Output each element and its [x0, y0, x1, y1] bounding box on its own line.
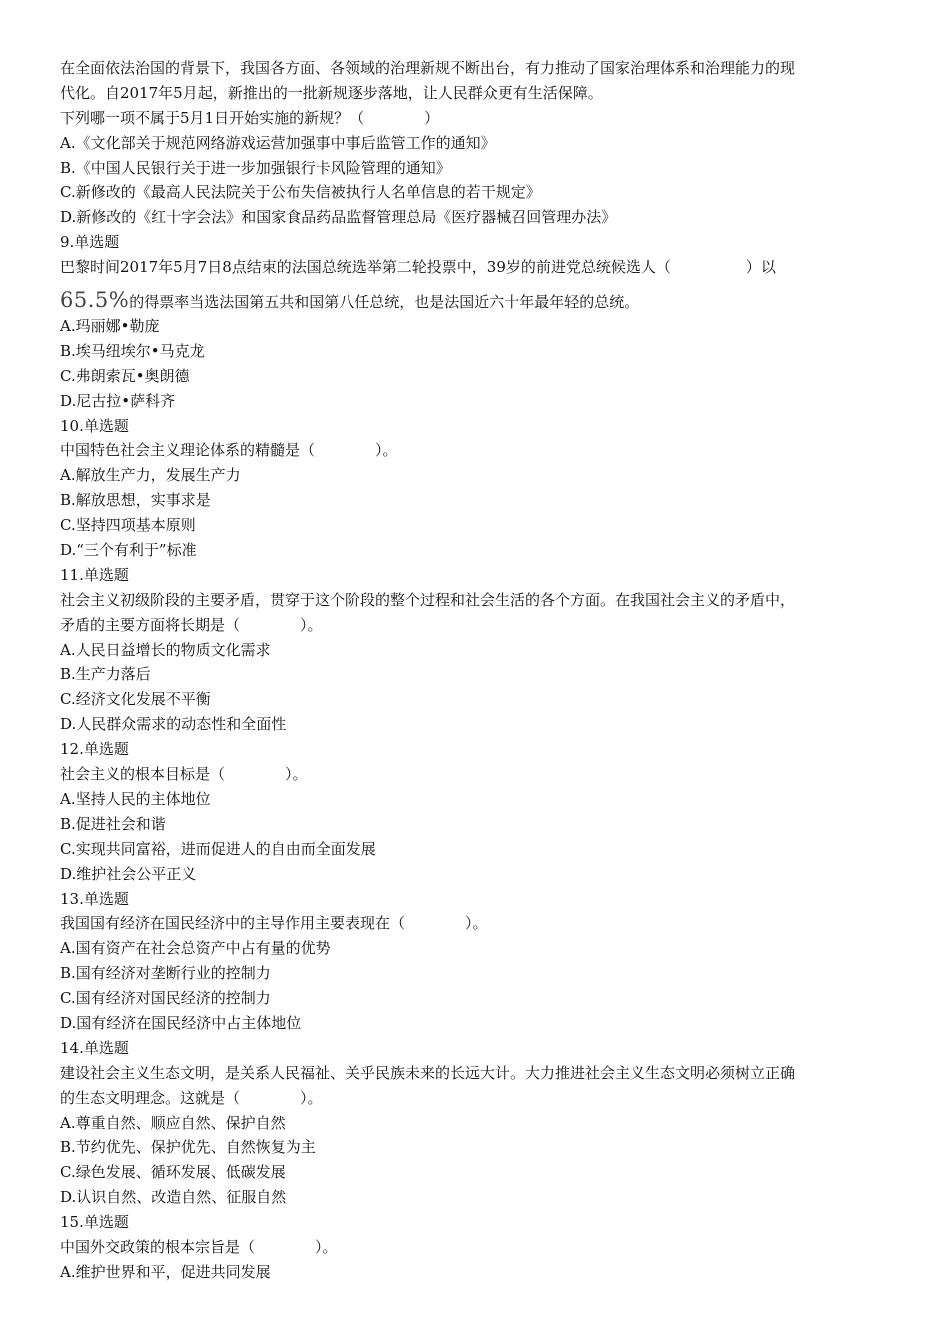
question-9-stem-line-1: 巴黎时间2017年5月7日8点结束的法国总统选举第二轮投票中，39岁的前进党总统候选人（ ）以 — [60, 258, 776, 277]
question-9-option-b: B.埃马纽埃尔•马克龙 — [60, 341, 205, 360]
question-9-header: 9.单选题 — [60, 233, 120, 252]
question-12-option-b: B.促进社会和谐 — [60, 814, 166, 833]
question-13-header: 13.单选题 — [60, 889, 129, 908]
question-10-option-d: D.“三个有利于”标准 — [60, 541, 197, 560]
question-9 — [60, 230, 890, 413]
question-15 — [60, 1210, 890, 1285]
question-11-option-b: B.生产力落后 — [60, 665, 151, 684]
question-14-stem-line-1: 建设社会主义生态文明，是关系人民福祉、关乎民族未来的长远大计。大力推进社会主义生态文明必须树立正确 — [60, 1063, 796, 1082]
question-12-option-c: C.实现共同富裕，进而促进人的自由而全面发展 — [60, 839, 376, 858]
question-12 — [60, 737, 890, 886]
intro-paragraph-line-2: 代化。自2017年5月起，新推出的一批新规逐步落地，让人民群众更有生活保障。 — [60, 83, 603, 102]
question-12-option-d: D.维护社会公平正义 — [60, 864, 197, 883]
question-10-option-a: A.解放生产力，发展生产力 — [60, 466, 241, 485]
question-14-option-d: D.认识自然、改造自然、征服自然 — [60, 1188, 287, 1207]
question-15-option-a: A.维护世界和平，促进共同发展 — [60, 1262, 271, 1281]
question-14-stem-line-2: 的生态文明理念。这就是（ ）。 — [60, 1088, 323, 1107]
intro-option-d: D.新修改的《红十字会法》和国家食品药品监督管理总局《医疗器械召回管理办法》 — [60, 208, 617, 227]
question-13-option-d: D.国有经济在国民经济中占主体地位 — [60, 1013, 302, 1032]
question-11-stem-line-2: 矛盾的主要方面将长期是（ ）。 — [60, 615, 323, 634]
question-11-option-a: A.人民日益增长的物质文化需求 — [60, 640, 271, 659]
question-13 — [60, 887, 890, 1036]
question-11-header: 11.单选题 — [60, 565, 129, 584]
question-11-stem-line-1: 社会主义初级阶段的主要矛盾，贯穿于这个阶段的整个过程和社会生活的各个方面。在我国社会主义的矛盾中， — [60, 590, 796, 609]
question-14-option-b: B.节约优先、保护优先、自然恢复为主 — [60, 1138, 316, 1157]
question-11-option-d: D.人民群众需求的动态性和全面性 — [60, 715, 287, 734]
question-13-option-a: A.国有资产在社会总资产中占有量的优势 — [60, 939, 331, 958]
intro-option-b: B.《中国人民银行关于进一步加强银行卡风险管理的通知》 — [60, 158, 451, 177]
question-14-option-c: C.绿色发展、循环发展、低碳发展 — [60, 1163, 286, 1182]
intro-block — [60, 56, 890, 230]
question-15-stem: 中国外交政策的根本宗旨是（ ）。 — [60, 1237, 338, 1256]
question-10-option-b: B.解放思想，实事求是 — [60, 491, 211, 510]
question-14-header: 14.单选题 — [60, 1038, 129, 1057]
intro-option-c: C.新修改的《最高人民法院关于公布失信被执行人名单信息的若干规定》 — [60, 183, 541, 202]
question-14-option-a: A.尊重自然、顺应自然、保护自然 — [60, 1113, 286, 1132]
question-9-option-c: C.弗朗索瓦•奥朗德 — [60, 366, 190, 385]
question-11-option-c: C.经济文化发展不平衡 — [60, 690, 211, 709]
question-9-option-a: A.玛丽娜•勒庞 — [60, 317, 160, 336]
question-9-stem-line-2-text: 的得票率当选法国第五共和国第八任总统，也是法国近六十年最年轻的总统。 — [129, 293, 640, 312]
question-10-header: 10.单选题 — [60, 416, 129, 435]
question-10 — [60, 414, 890, 563]
question-15-header: 15.单选题 — [60, 1213, 129, 1232]
question-13-option-b: B.国有经济对垄断行业的控制力 — [60, 964, 271, 983]
question-12-header: 12.单选题 — [60, 740, 129, 759]
question-10-stem: 中国特色社会主义理论体系的精髓是（ ）。 — [60, 441, 398, 460]
question-14 — [60, 1036, 890, 1210]
question-9-stem-line-2 — [60, 280, 890, 314]
question-9-percent: 65.5% — [60, 288, 130, 313]
question-10-option-c: C.坚持四项基本原则 — [60, 516, 196, 535]
intro-paragraph-line-1: 在全面依法治国的背景下，我国各方面、各领域的治理新规不断出台，有力推动了国家治理体系和治理能力的现 — [60, 59, 796, 77]
question-13-stem: 我国国有经济在国民经济中的主导作用主要表现在（ ）。 — [60, 914, 488, 933]
question-12-option-a: A.坚持人民的主体地位 — [60, 789, 211, 808]
question-13-option-c: C.国有经济对国民经济的控制力 — [60, 989, 271, 1008]
intro-question-stem: 下列哪一项不属于5月1日开始实施的新规？（ ） — [60, 108, 440, 127]
intro-option-a: A.《文化部关于规范网络游戏运营加强事中事后监管工作的通知》 — [60, 133, 496, 152]
question-11 — [60, 563, 890, 737]
question-12-stem: 社会主义的根本目标是（ ）。 — [60, 765, 308, 784]
question-9-option-d: D.尼古拉•萨科齐 — [60, 391, 176, 410]
document-page — [60, 56, 890, 1285]
